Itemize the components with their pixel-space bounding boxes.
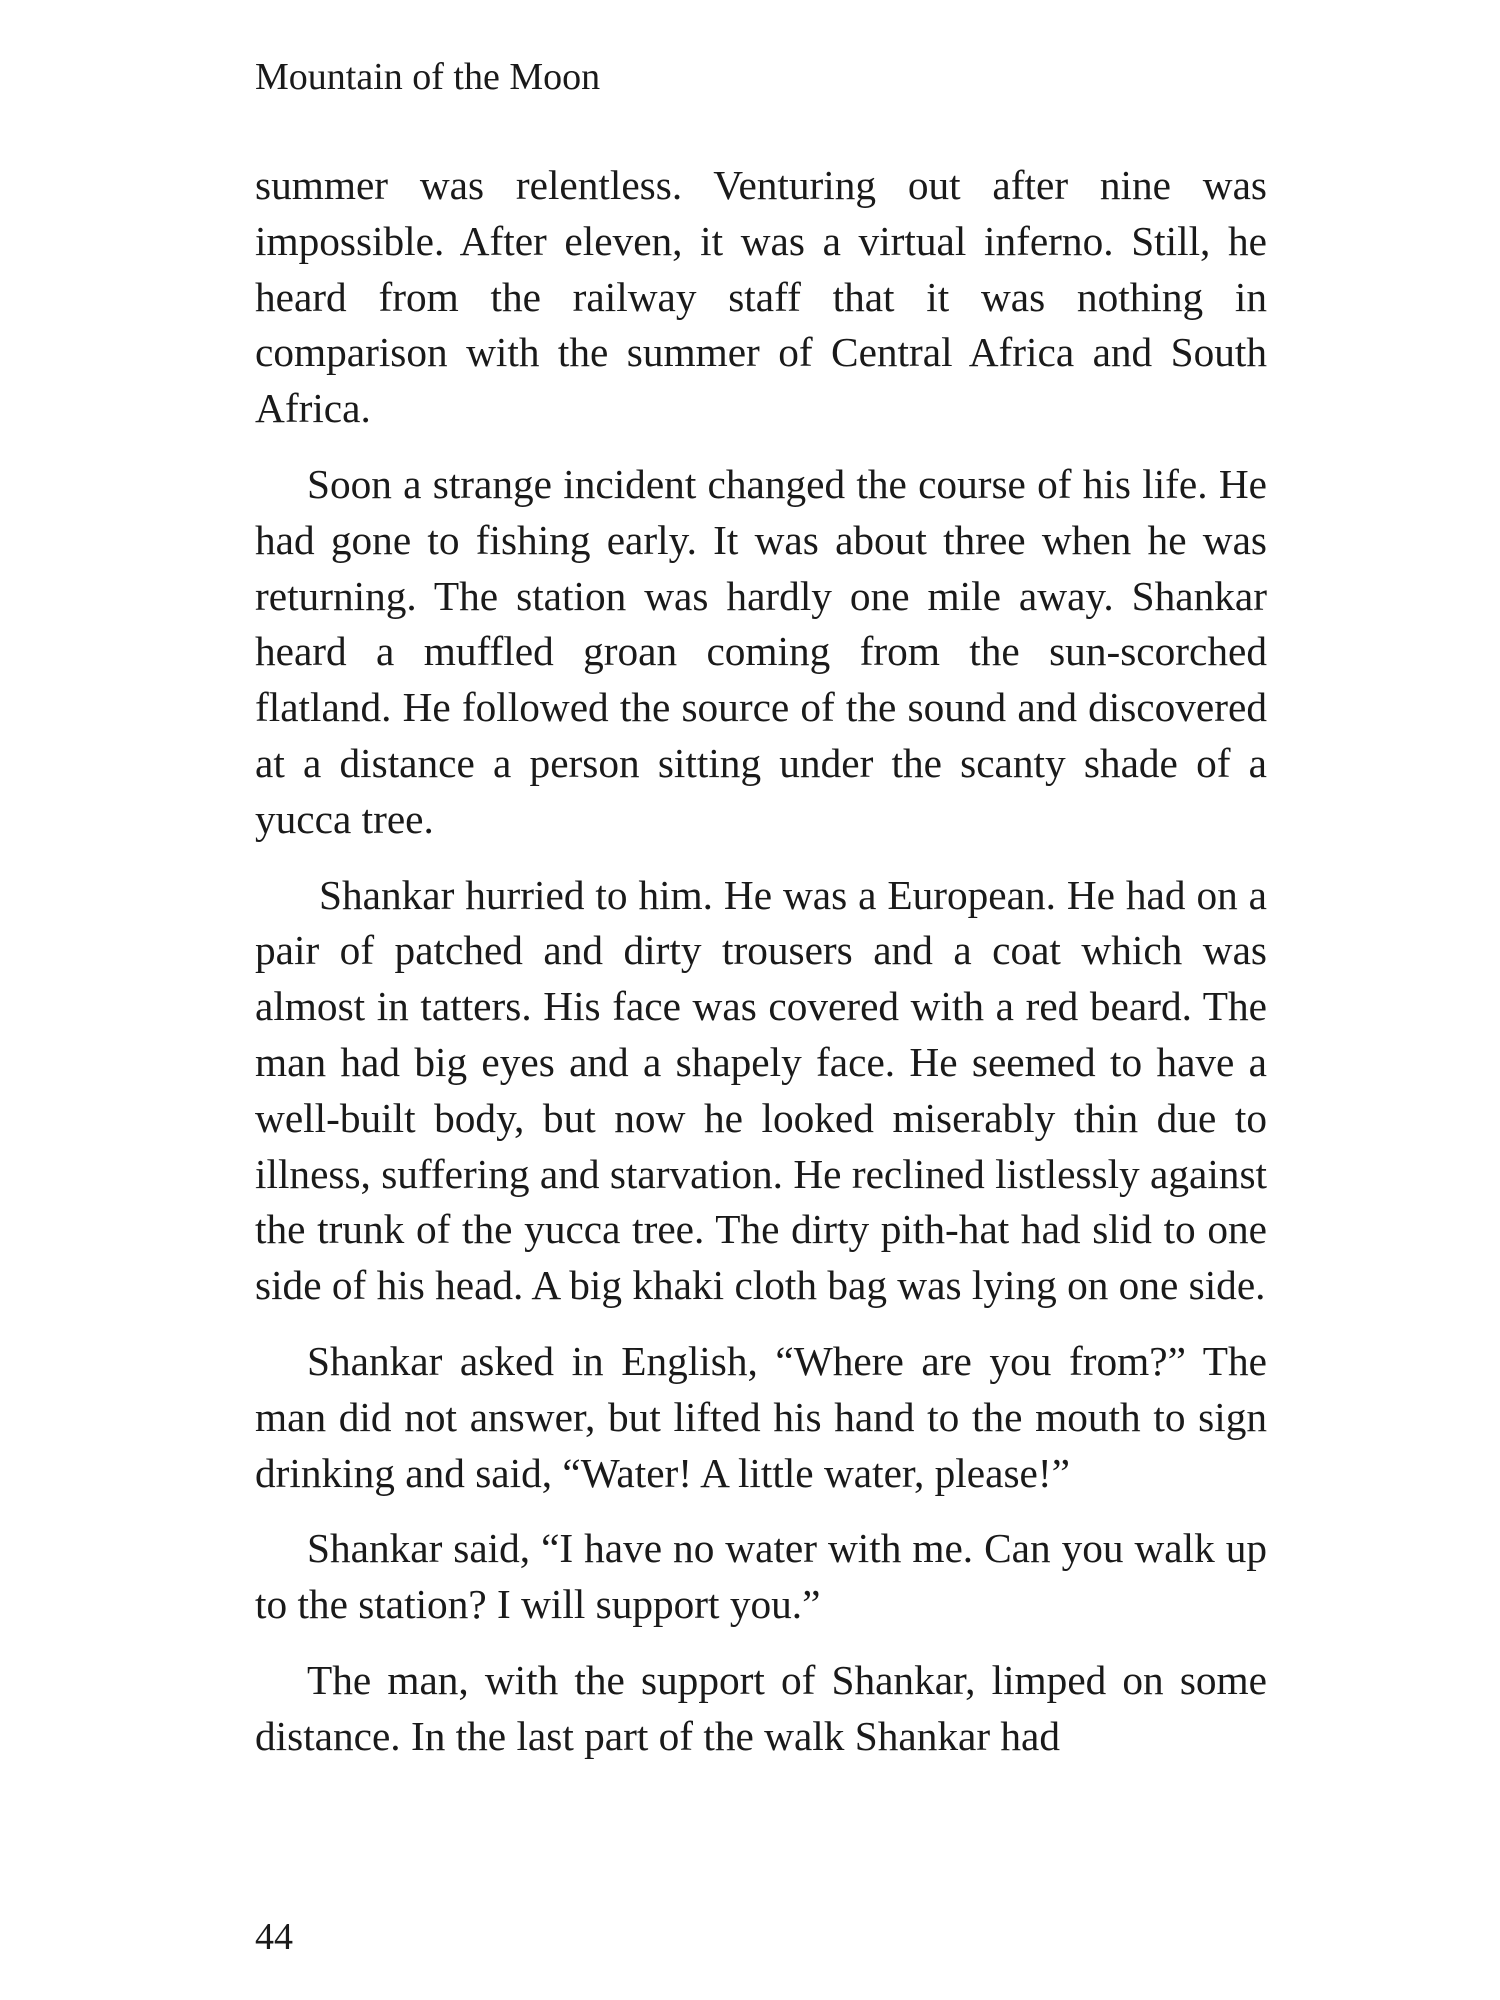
paragraph-4: Shankar asked in English, “Where are you from?” The man did not answer, but lifted his hand to the mouth to sign drinking and said, “Water! A little water, please!” bbox=[255, 1337, 1267, 1496]
page-number: 44 bbox=[255, 1916, 293, 1958]
paragraph-6: The man, with the support of Shankar, limped on some distance. In the last part of the walk Shankar had bbox=[255, 1656, 1267, 1759]
paragraph-1: summer was relentless. Venturing out after nine was impossible. After eleven, it was a virtual inferno. Still, he heard from the railway staff that it was nothing in comparison with the summer of Central Africa and South Africa. bbox=[255, 162, 1267, 432]
paragraph-2: Soon a strange incident changed the course of his life. He had gone to fishing early. It was about three when he was returning. The station was hardly one mile away. Shankar heard a muffled groan coming from the sun-scorched flatland. He followed the source of the sound and discovered at a distance a person sitting under the scanty shade of a yucca tree. bbox=[255, 460, 1267, 842]
paragraph-3: Shankar hurried to him. He was a European. He had on a pair of patched and dirty trousers and a coat which was almost in tatters. His face was covered with a red beard. The man had big eyes and a shapely face. He seemed to have a well-built body, but now he looked miserably thin due to illness, suffering and starvation. He reclined listlessly against the trunk of the yucca tree. The dirty pith-hat had slid to one side of his head. A big khaki cloth bag was lying on one side. bbox=[255, 871, 1267, 1309]
body-text bbox=[255, 158, 1267, 1785]
running-head-title: Mountain of the Moon bbox=[255, 56, 601, 98]
paragraph-5: Shankar said, “I have no water with me. Can you walk up to the station? I will support you.” bbox=[255, 1525, 1267, 1628]
